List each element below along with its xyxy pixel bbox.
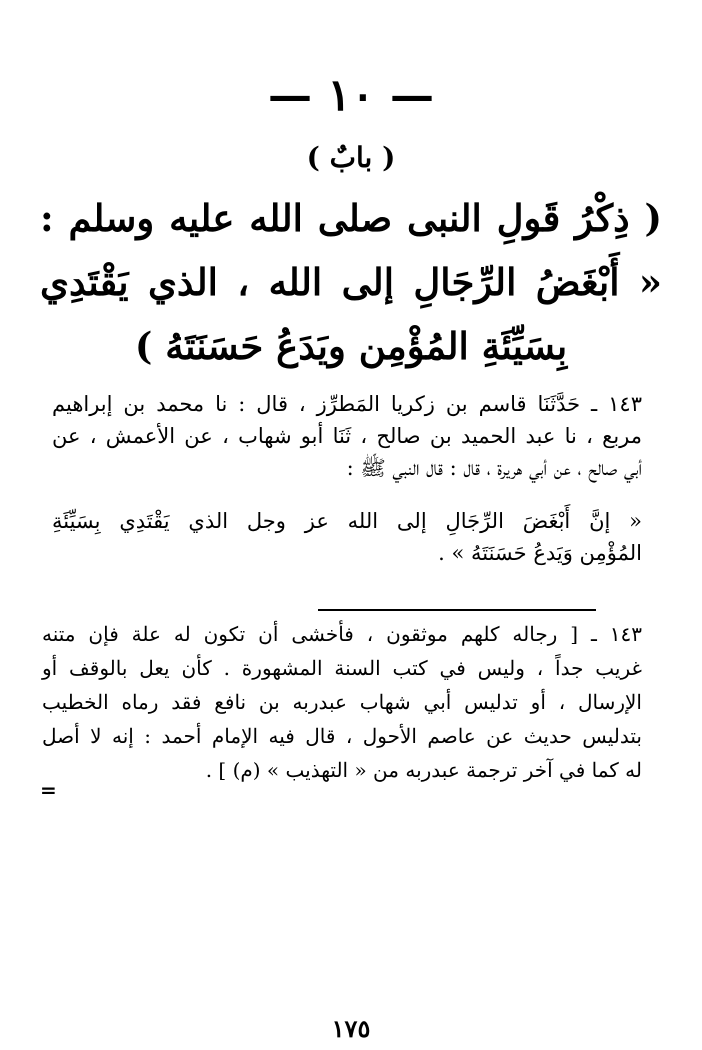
hadith-chain-line-3: أبي صالح ، عن أبي هريرة ، قال : قال النبي ﷺ : — [346, 456, 642, 480]
page-number: ١٧٥ — [331, 1014, 371, 1043]
hadith-chain-line-1: ١٤٣ ـ حَدَّثَنَا قاسم بن زكريا المَطرِّز ، قال : نا محمد بن إبراهيم — [52, 392, 642, 416]
footnote-line-1: ١٤٣ ـ [ رجاله كلهم موثقون ، فأخشى أن تكون له علة فإن متنه — [42, 622, 642, 646]
hadith-chain — [52, 388, 642, 484]
footnote-line-4: بتدليس حديث عن عاصم الأحول ، قال فيه الإمام أحمد : إنه لا أصل — [42, 724, 643, 748]
chapter-heading-line-3: بِسَيِّئَةِ المُؤْمِن ويَدَعُ حَسَنَتَهُ ) — [134, 324, 568, 368]
chapter-heading-line-2: « أَبْغَضُ الرِّجَالِ إلى الله ، الذي يَقْتَدِي — [40, 260, 662, 304]
hadith-text-line-2: المُؤْمِن وَيَدعُ حَسَنَتَهُ » . — [438, 541, 642, 565]
hadith-chain-line-2: مربع ، نا عبد الحميد بن صالح ، ثَنَا أبو شهاب ، عن الأعمش ، عن — [52, 424, 642, 448]
footnote-line-5: له كما في آخر ترجمة عبدربه من « التهذيب » (م) ] . — [205, 758, 642, 782]
footnote — [42, 617, 642, 787]
bab-label: ( بابٌ ) — [306, 141, 396, 174]
footnote-line-3: الإرسال ، أو تدليس أبي شهاب عبدربه بن نافع فقد رماه الخطيب — [42, 690, 642, 714]
footnote-continue-mark: = — [40, 778, 57, 802]
footnote-divider — [318, 609, 596, 611]
chapter-heading-line-1: ( ذِكْرُ قَولِ النبى صلى الله عليه وسلم : — [40, 196, 662, 240]
chapter-number: — ١٠ — — [268, 70, 434, 121]
hadith-text — [52, 505, 642, 569]
footnote-line-2: غريب جداً ، وليس في كتب السنة المشهورة . كأن يعل بالوقف أو — [42, 656, 642, 680]
hadith-text-line-1: « إنَّ أَبْغَضَ الرِّجَالِ إلى الله عز وجل الذي يَقْتَدِي بِسَيِّئَةِ — [52, 509, 642, 533]
